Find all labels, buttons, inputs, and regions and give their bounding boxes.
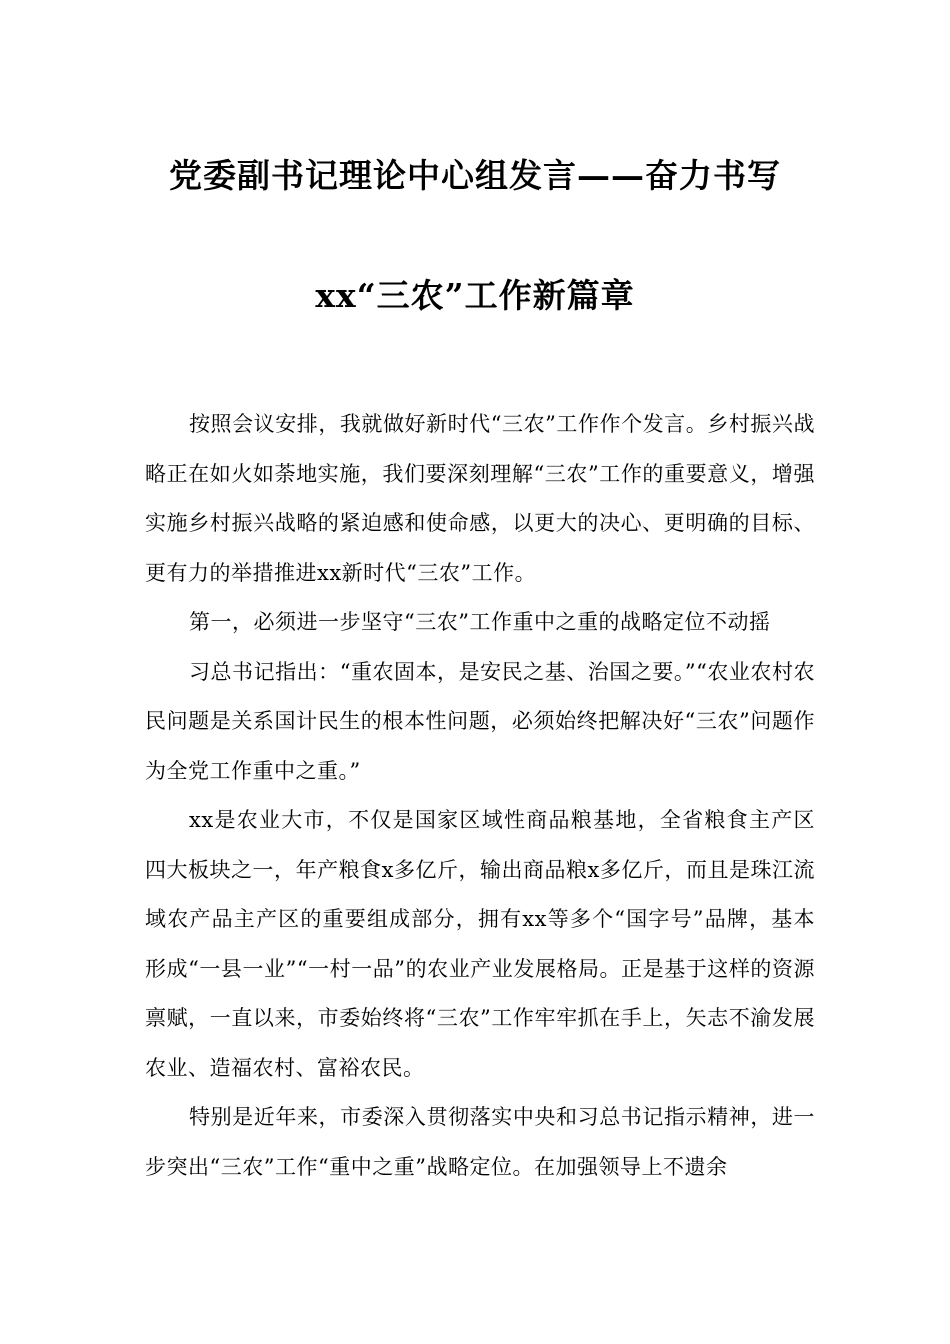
section-heading-first: 第一，必须进一步坚守“三农”工作重中之重的战略定位不动摇 xyxy=(189,610,771,634)
paragraph-intro: 按照会议安排，我就做好新时代“三农”工作作个发言。乡村振兴战略正在如火如荼地实施，我们要深刻理解“三农”工作的重要意义，增强实施乡村振兴战略的紧迫感和使命感，以更大的决心、更明确的目标、更有力的举措推进xx新时代“三农”工作。 xyxy=(145,412,815,585)
paragraph-quote: 习总书记指出：“重农固本，是安民之基、治国之要。”“农业农村农民问题是关系国计民生的根本性问题，必须始终把解决好“三农”问题作为全党工作重中之重。” xyxy=(145,659,815,783)
paragraph-agriculture-city: xx是农业大市，不仅是国家区域性商品粮基地，全省粮食主产区四大板块之一，年产粮食x多亿斤，输出商品粮x多亿斤，而且是珠江流域农产品主产区的重要组成部分，拥有xx等多个“国字号”品牌，基本形成“一县一业”“一村一品”的农业产业发展格局。正是基于这样的资源禀赋，一直以来，市委始终将“三农”工作牢牢抓在手上，矢志不渝发展农业、造福农村、富裕农民。 xyxy=(145,808,815,1080)
paragraph-recent-years: 特别是近年来，市委深入贯彻落实中央和习总书记指示精神，进一步突出“三农”工作“重中之重”战略定位。在加强领导上不遗余 xyxy=(145,1105,815,1179)
document-title-line-1: 党委副书记理论中心组发言——奋力书写 xyxy=(169,156,781,195)
document-body xyxy=(145,400,815,1192)
document-title-line-2: xx“三农”工作新篇章 xyxy=(315,276,635,315)
